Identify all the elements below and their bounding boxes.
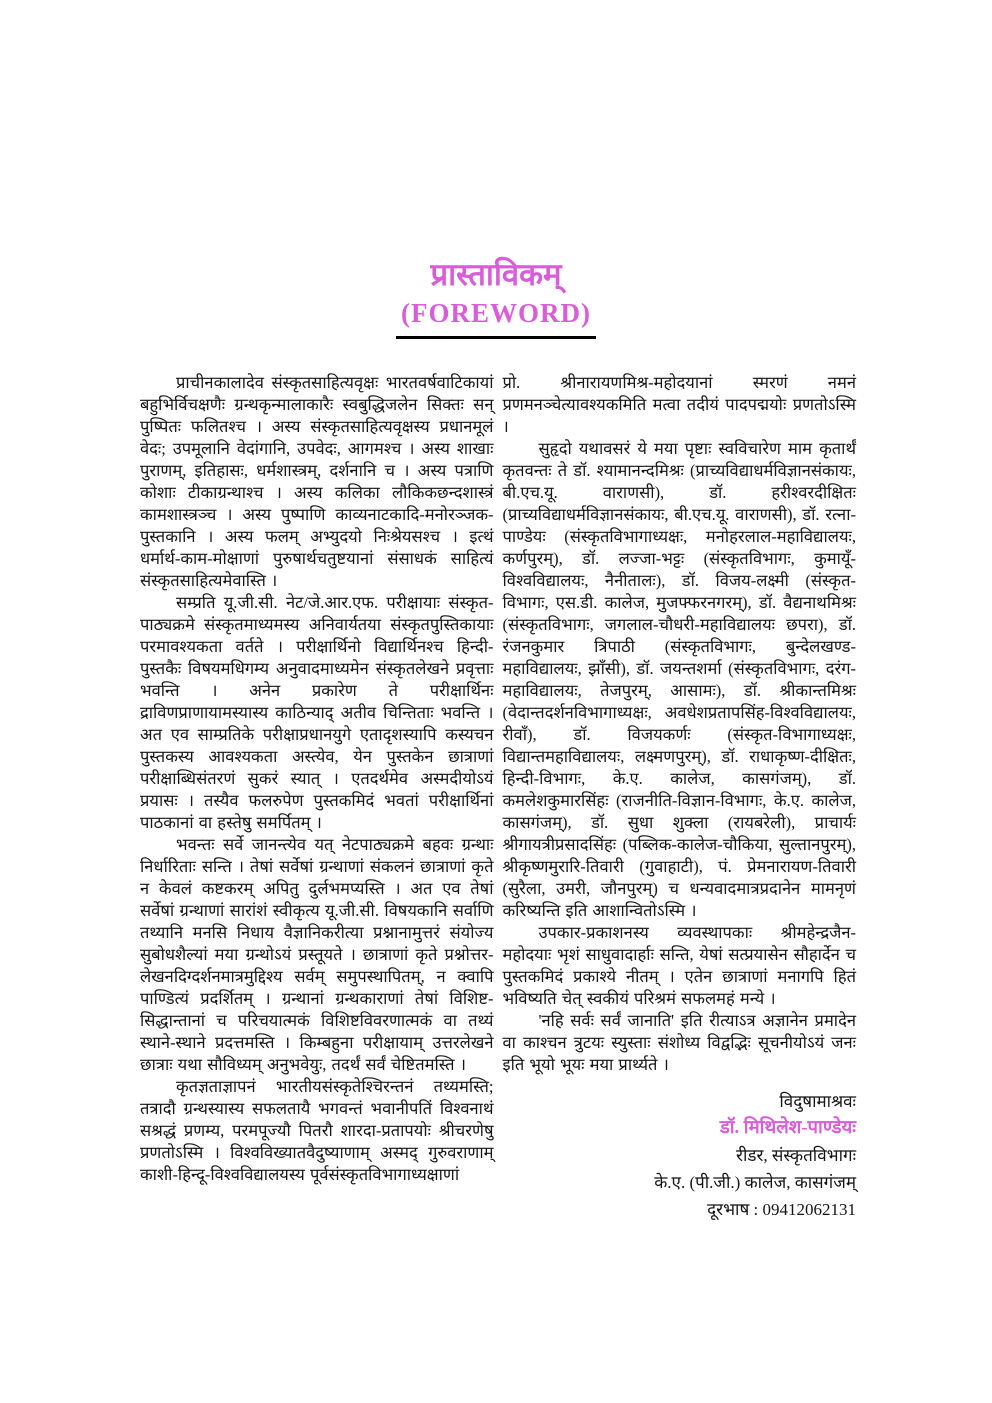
signature-salutation: विदुषामाश्रवः — [779, 1092, 856, 1111]
body-paragraph: प्रो. श्रीनारायणमिश्र-महोदयानां स्मरणं नमनं प्रणमनञ्चेत्यावश्यकमिति मत्वा तदीयं पादपद्मयोः प्रणतोऽस्मि । — [502, 373, 856, 436]
title-divider — [396, 336, 596, 339]
body-paragraph: सम्प्रति यू.जी.सी. नेट/जे.आर.एफ. परीक्षायाः संस्कृत-पाठ्यक्रमे संस्कृतमाध्यमस्य अनिवार्यतया संस्कृतपुस्तिकायाः परमावश्यकता वर्तते । परीक्षार्थिनो विद्यार्थिनश्च हिन्दी-पुस्तकैः विषयमधिगम्य अनुवादमाध्यमेन संस्कृतलेखने प्रवृत्ताः भवन्ति । अनेन प्रकारेण ते परीक्षार्थिनः द्राविणप्राणायामस्यास्य काठिन्याद् अतीव चिन्तिताः भवन्ति । अत एव साम्प्रतिके परीक्षाप्रधानयुगे एतादृशस्यापि कस्यचन पुस्तकस्य आवश्यकता अस्त्येव, येन पुस्तकेन छात्राणां परीक्षाब्धिसंतरणं सुकरं स्यात् । एतदर्थमेव अस्मदीयोऽयं प्रयासः । तस्यैव फलरुपेण पुस्तकमिदं भवतां परीक्षार्थिनां पाठकानां वा हस्तेषु समर्पितम् । — [140, 593, 494, 832]
right-column — [503, 372, 857, 1223]
left-column — [140, 372, 494, 1223]
signature-block — [503, 1088, 857, 1223]
body-paragraph: सुहृदो यथावसरं ये मया पृष्टाः स्वविचारेण माम कृतार्थं कृतवन्तः ते डॉ. श्यामानन्दमिश्रः (प्राच्यविद्याधर्मविज्ञानसंकायः, बी.एच.यू. वाराणसी), डॉ. हरीश्वरदीक्षितः (प्राच्यविद्याधर्मविज्ञानसंकायः, बी.एच.यू. वाराणसी), डॉ. रत्ना-पाण्डेयः (संस्कृतविभागाध्यक्षः, मनोहरलाल-महाविद्यालयः, कर्णपुरम्), डॉ. लज्जा-भट्टः (संस्कृतविभागः, कुमायूँ-विश्वविद्यालयः, नैनीतालः), डॉ. विजय-लक्ष्मी (संस्कृत-विभागः, एस.डी. कालेज, मुजफ्फरनगरम्), डॉ. वैद्यनाथमिश्रः (संस्कृतविभागः, जगलाल-चौधरी-महाविद्यालयः छपरा), डॉ. रंजनकुमार त्रिपाठी (संस्कृतविभागः, बुन्देलखण्ड-महाविद्यालयः, झाँसी), डॉ. जयन्तशर्मा (संस्कृतविभागः, दरंग-महाविद्यालयः, तेजपुरम्, आसामः), डॉ. श्रीकान्तमिश्रः (वेदान्तदर्शनविभागाध्यक्षः, अवधेशप्रतापसिंह-विश्वविद्यालयः, रीवाँ), डॉ. विजयकर्णः (संस्कृत-विभागाध्यक्षः, विद्यान्तमहाविद्यालयः, लक्ष्मणपुरम्), डॉ. राधाकृष्ण-दीक्षितः, हिन्दी-विभागः, के.ए. कालेज, कासगंजम्), डॉ. कमलेशकुमारसिंहः (राजनीति-विज्ञान-विभागः, के.ए. कालेज, कासगंजम्), डॉ. सुधा शुक्ला (रायबरेली), प्राचार्यः श्रीगायत्रीप्रसादसिंहः (पब्लिक-कालेज-चौकिया, सुल्तानपुरम्), श्रीकृष्णमुरारि-तिवारी (गुवाहाटी), पं. प्रेमनारायण-तिवारी (सुरैला, उमरी, जौनपुरम्) च धन्यवादमात्रप्रदानेन मामनृणं करिष्यन्ति इति आशान्वितोऽस्मि । — [502, 439, 856, 920]
page-title: प्रास्ताविकम् — [430, 257, 562, 292]
body-paragraph: प्राचीनकालादेव संस्कृतसाहित्यवृक्षः भारतवर्षवाटिकायां बहुभिर्विचक्षणैः ग्रन्थकृन्मालाकारैः स्वबुद्धिजलेन सिक्तः सन् पुष्पितः फलितश्च । अस्य संस्कृतसाहित्यवृक्षस्य प्रधानमूलं वेदः; उपमूलानि वेदांगानि, उपवेदः, आगमश्च । अस्य शाखाः पुराणम्, इतिहासः, धर्मशास्त्रम्, दर्शनानि च । अस्य पत्राणि कोशाः टीकाग्रन्थाश्च । अस्य कलिका लौकिकछन्दशास्त्रं कामशास्त्रञ्च । अस्य पुष्पाणि काव्यनाटकादि-मनोरञ्जक-पुस्तकानि । अस्य फलम् अभ्युदयो निःश्रेयसश्च । इत्थं धर्मार्थ-काम-मोक्षाणां पुरुषार्थचतुष्टयानां संसाधकं साहित्यं संस्कृतसाहित्यमेवास्ति । — [140, 373, 494, 590]
body-paragraph: भवन्तः सर्वे जानन्त्येव यत् नेटपाठ्यक्रमे बहवः ग्रन्थाः निर्धारिताः सन्ति । तेषां सर्वेषां ग्रन्थाणां संकलनं छात्राणां कृते न केवलं कष्टकरम् अपितु दुर्लभमप्यस्ति । अत एव तेषां सर्वेषां ग्रन्थाणां सारांशं स्वीकृत्य यू.जी.सी. विषयकानि सर्वाणि तथ्यानि मनसि निधाय वैज्ञानिकरीत्या प्रश्नानामुत्तरं संयोज्य सुबोधशैल्यां मया ग्रन्थोऽयं प्रस्तूयते । छात्राणां कृते प्रश्नोत्तर-लेखनदिग्दर्शनमात्रमुद्दिश्य सर्वम् समुपस्थापितम्, न क्वापि पाण्डित्यं प्रदर्शितम् । ग्रन्थानां ग्रन्थकाराणां तेषां विशिष्ट-सिद्धान्तानां च परिचयात्मकं विशिष्टविवरणात्मकं वा तथ्यं स्थाने-स्थाने प्रदत्तमस्ति । किम्बहुना परीक्षायाम् उत्तरलेखने छात्राः यथा सौविध्यम् अनुभवेयुः, तदर्थं सर्वं चेष्टितमस्ति । — [140, 835, 494, 1074]
body-paragraph: 'नहि सर्वः सर्वं जानाति' इति रीत्याऽत्र अज्ञानेन प्रमादेन वा काश्चन त्रुटयः स्युस्ताः संशोध्य विद्वद्भिः सूचनीयोऽयं जनः इति भूयो भूयः मया प्रार्थ्यते । — [502, 1011, 856, 1074]
signature-phone: दूरभाष : 09412062131 — [707, 1200, 856, 1219]
signature-designation: रीडर, संस्कृतविभागः — [736, 1146, 856, 1165]
signature-institution: के.ए. (पी.जी.) कालेज, कासगंजम् — [654, 1173, 856, 1192]
page-subtitle: (FOREWORD) — [401, 297, 591, 328]
signature-author-name: डॉ. मिथिलेश-पाण्डेयः — [719, 1118, 856, 1138]
page-header — [0, 256, 992, 339]
body-paragraph: उपकार-प्रकाशनस्य व्यवस्थापकाः श्रीमहेन्द्रजैन-महोदयाः भृशं साधुवादार्हाः सन्ति, येषां सत्प्रयासेन सौहार्देन च पुस्तकमिदं प्रकाश्ये नीतम् । एतेन छात्राणां मनागपि हितं भविष्यति चेत् स्वकीयं परिश्रमं सफलमहं मन्ये । — [502, 923, 856, 1008]
body-paragraph: कृतज्ञताज्ञापनं भारतीयसंस्कृतेश्चिरन्तनं तथ्यमस्ति; तत्रादौ ग्रन्थस्यास्य सफलतायै भगवन्तं भवानीपतिं विश्वनाथं सश्रद्धं प्रणम्य, परमपूज्यौ पितरौ शारदा-प्रतापयोः श्रीचरणेषु प्रणतोऽस्मि । विश्वविख्यातवैदुष्याणाम् अस्मद् गुरुवराणाम् काशी-हिन्दू-विश्वविद्यालयस्य पूर्वसंस्कृतविभागाध्यक्षाणां — [140, 1077, 494, 1184]
body-columns — [140, 372, 856, 1223]
